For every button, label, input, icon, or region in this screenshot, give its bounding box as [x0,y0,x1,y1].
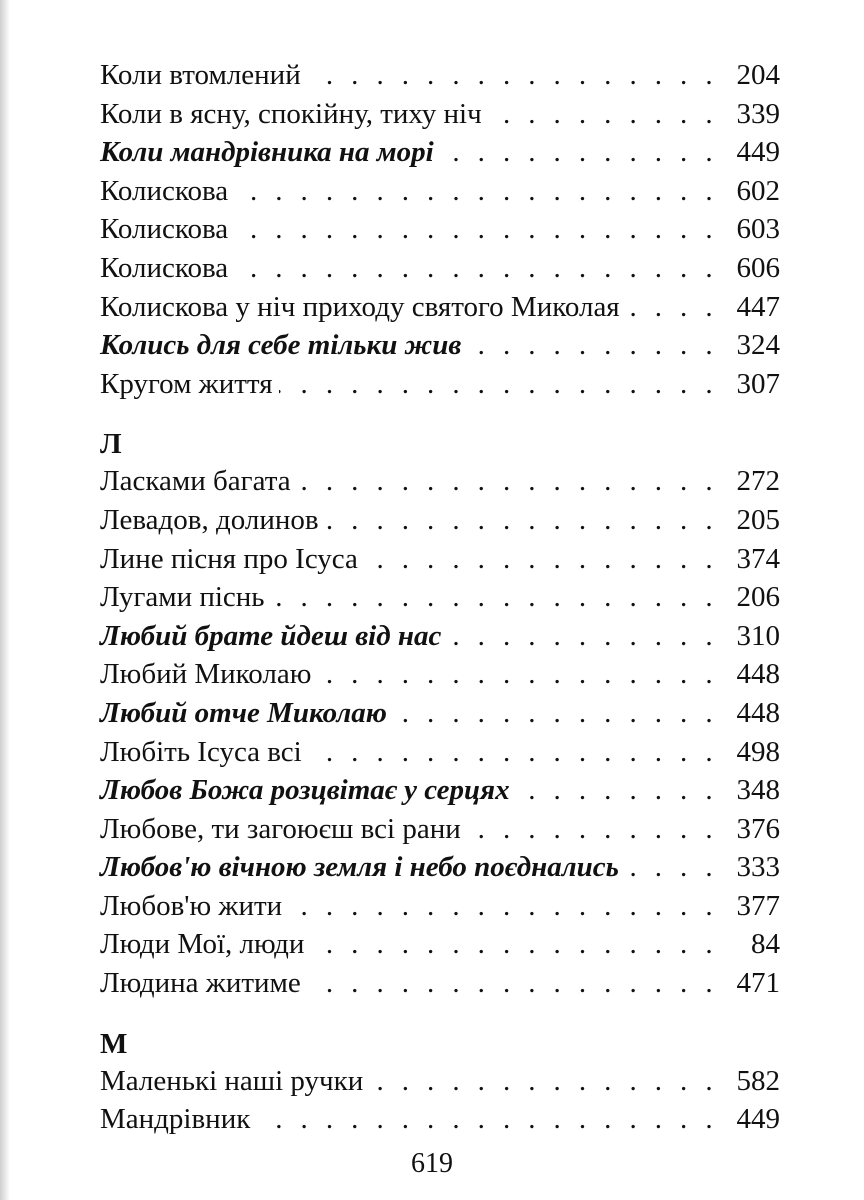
dot-leader [271,578,718,617]
dot-leader [488,95,718,134]
toc-entry [100,326,780,365]
entry-title: Любове, ти загоюєш всі рани [100,812,461,845]
entry-page-number: 333 [736,851,780,884]
toc-entry [100,578,780,617]
entry-title: Коли в ясну, спокійну, тиху ніч [100,97,482,130]
entry-page-number: 376 [736,812,780,845]
entry-title: Любов'ю жити [100,889,283,922]
entry-page-number: 205 [736,503,780,536]
entry-title: Колискова [100,174,229,207]
toc-entry [100,655,780,694]
dot-leader [393,694,718,733]
entry-title: Любов'ю вічною земля і небо поєднались [100,851,619,884]
entry-title: Любий Миколаю [100,658,312,691]
toc-entry [100,810,780,849]
dot-leader [256,1100,718,1139]
entry-page-number: 602 [736,174,780,207]
entry-page-number: 449 [736,136,780,169]
entry-page-number: 448 [736,658,780,691]
entry-title: Ласками багата [100,465,291,498]
dot-leader [307,964,718,1003]
toc-entry [100,95,780,134]
entry-title: Лугами піснь [100,581,265,614]
entry-page-number: 448 [736,696,780,729]
entry-title: Колись для себе тільки жив [100,329,462,362]
entry-page-number: 339 [736,97,780,130]
dot-leader [234,210,718,249]
entry-title: Людина житиме [100,967,301,1000]
entry-page-number: 206 [736,581,780,614]
toc-entry [100,771,780,810]
dot-leader [308,733,718,772]
page-number: 619 [411,1148,453,1179]
entry-page-number: 204 [736,59,780,91]
toc-entry [100,887,780,926]
entry-page-number: 374 [736,542,780,575]
entry-page-number: 324 [736,329,780,362]
entry-page-number: 310 [736,619,780,652]
toc-entry [100,964,780,1003]
entry-page-number: 498 [736,735,780,768]
toc-entry [100,249,780,288]
toc-entry [100,172,780,211]
entry-page-number: 377 [736,889,780,922]
toc-entry [100,694,780,733]
dot-leader [288,887,718,926]
toc-entry [100,133,780,172]
entry-title: Маленькі наші ручки [100,1064,364,1097]
dot-leader [467,810,718,849]
entry-title: Лине пісня про Ісуса [100,542,358,575]
entry-title: Кругом життя [100,367,273,400]
toc-entry [100,1100,780,1139]
entry-page-number: 471 [736,967,780,1000]
dot-leader [467,326,718,365]
dot-leader [440,133,718,172]
entry-title: Любіть Ісуса всі [100,735,302,768]
entry-title: Любий отче Миколаю [100,696,387,729]
entry-title: Колискова [100,251,229,284]
table-of-contents [100,56,780,1139]
dot-leader [369,1062,718,1101]
entry-page-number: 84 [751,928,780,961]
entry-title: Любов Божа розцвітає у серцях [100,774,510,807]
toc-entry [100,288,780,327]
entry-title: Любий брате йдеш від нас [100,619,442,652]
dot-leader [516,771,718,810]
dot-leader [234,172,718,211]
entry-page-number: 606 [736,251,780,284]
toc-entry [100,1062,780,1101]
entry-page-number: 447 [736,290,780,323]
dot-leader [317,655,718,694]
entry-title: Колискова у ніч приходу святого Миколая [100,290,620,323]
entry-title: Колискова [100,213,229,246]
dot-leader [297,462,718,501]
entry-page-number: 272 [736,465,780,498]
toc-entry [100,540,780,579]
toc-entry [100,501,780,540]
page-edge-shadow [0,0,10,1200]
dot-leader [279,365,718,404]
section-letter: Л [100,428,122,461]
toc-entry [100,925,780,964]
dot-leader [364,540,718,579]
toc-entry [100,462,780,501]
entry-page-number: 307 [736,367,780,400]
toc-entry [100,733,780,772]
toc-entry [100,617,780,656]
toc-entry [100,210,780,249]
entry-title: Левадов, долинов [100,503,319,536]
entry-title: Коли втомлений [100,59,301,91]
entry-title: Коли мандрівника на морі [100,136,434,169]
dot-leader [626,288,718,327]
entry-page-number: 582 [736,1064,780,1097]
entry-page-number: 449 [736,1103,780,1136]
section-letter: М [100,1027,128,1060]
entry-page-number: 348 [736,774,780,807]
dot-leader [234,249,718,288]
entry-title: Люди Мої, люди [100,928,305,961]
dot-leader [447,617,718,656]
toc-entry [100,848,780,887]
dot-leader [325,501,718,540]
dot-leader [625,848,718,887]
dot-leader [310,925,718,964]
entry-title: Мандрівник [100,1103,251,1136]
toc-entry [100,365,780,404]
dot-leader [307,56,718,95]
toc-entry [100,56,780,95]
entry-page-number: 603 [736,213,780,246]
